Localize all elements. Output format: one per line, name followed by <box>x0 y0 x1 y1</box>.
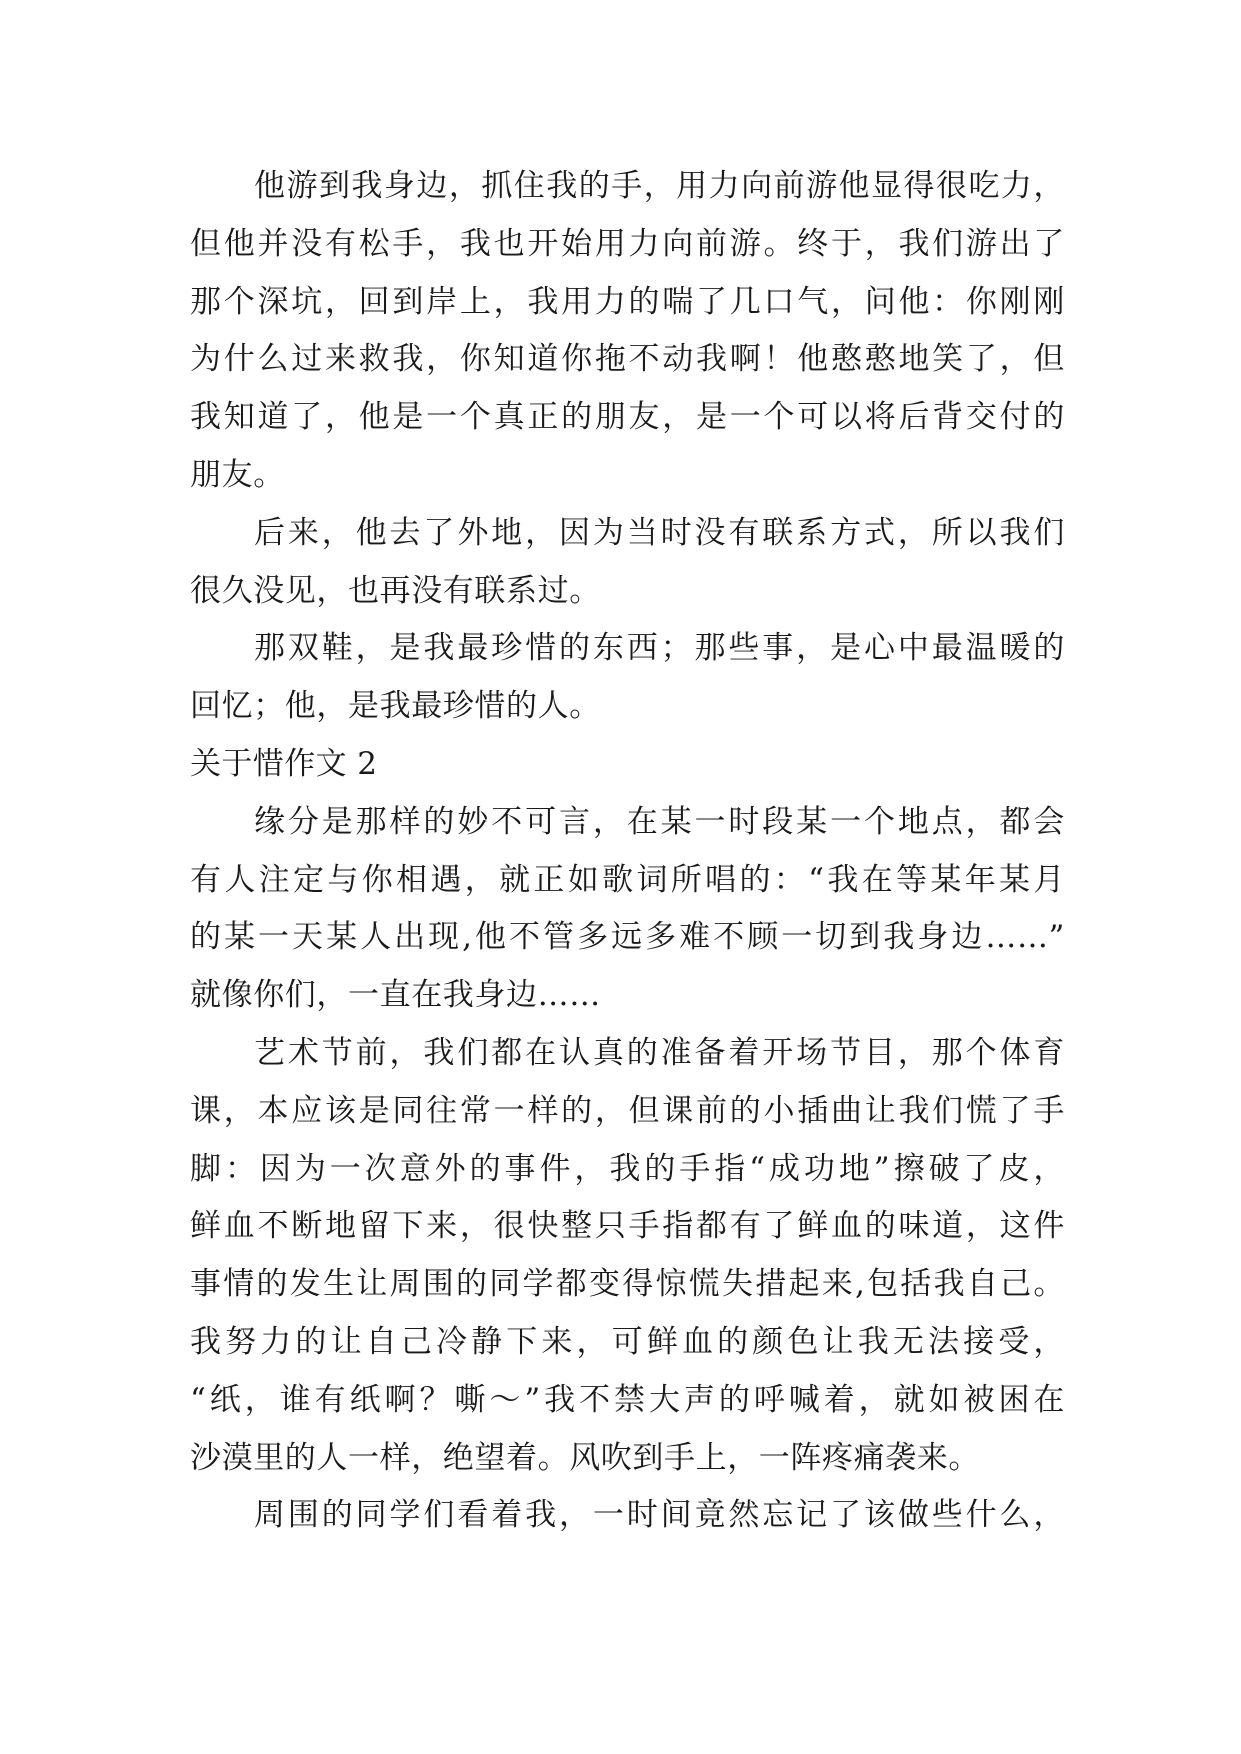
text-line: 缘分是那样的妙不可言，在某一时段某一个地点，都会 <box>254 803 1065 840</box>
text-line: 沙漠里的人一样，绝望着。风吹到手上，一阵疼痛袭来。 <box>190 1439 980 1476</box>
text-line: 就像你们，一直在我身边…… <box>190 977 601 1014</box>
text-line: “纸，谁有纸啊？嘶～”我不禁大声的呼喊着，就如被困在 <box>190 1381 1065 1418</box>
paragraph <box>190 794 1065 1025</box>
text-line: 周围的同学们看着我，一时间竟然忘记了该做些什么， <box>254 1497 1065 1534</box>
text-line: 艺术节前，我们都在认真的准备着开场节目，那个体育 <box>254 1034 1065 1071</box>
paragraph <box>190 505 1065 621</box>
text-line: 我努力的让自己冷静下来，可鲜血的颜色让我无法接受， <box>190 1323 1065 1360</box>
text-line: 那双鞋，是我最珍惜的东西；那些事，是心中最温暖的 <box>254 630 1065 667</box>
text-line: 很久没见，也再没有联系过。 <box>190 572 601 609</box>
text-line: 有人注定与你相遇，就正如歌词所唱的：“我在等某年某月 <box>190 861 1065 898</box>
text-line: 课，本应该是同往常一样的，但课前的小插曲让我们慌了手 <box>190 1092 1065 1129</box>
document-body <box>190 158 1065 1545</box>
text-line: 后来，他去了外地，因为当时没有联系方式，所以我们 <box>254 514 1065 551</box>
section-heading: 关于惜作文 2 <box>190 745 378 782</box>
paragraph <box>190 620 1065 736</box>
text-line: 脚：因为一次意外的事件，我的手指“成功地”擦破了皮， <box>190 1150 1065 1187</box>
text-line: 朋友。 <box>190 456 285 493</box>
text-line: 回忆；他，是我最珍惜的人。 <box>190 688 601 725</box>
text-line: 他游到我身边，抓住我的手，用力向前游他显得很吃力， <box>254 168 1065 204</box>
paragraph <box>190 1487 1065 1545</box>
paragraph <box>190 1025 1065 1487</box>
text-line: 为什么过来救我，你知道你拖不动我啊！他憨憨地笑了，但 <box>190 341 1065 378</box>
text-line: 但他并没有松手，我也开始用力向前游。终于，我们游出了 <box>190 225 1065 262</box>
paragraph <box>190 158 1065 505</box>
text-line: 的某一天某人出现,他不管多远多难不顾一切到我身边……” <box>190 919 1065 956</box>
text-line: 我知道了，他是一个真正的朋友，是一个可以将后背交付的 <box>190 399 1065 436</box>
text-line: 事情的发生让周围的同学都变得惊慌失措起来,包括我自己。 <box>190 1266 1065 1303</box>
text-line: 鲜血不断地留下来，很快整只手指都有了鲜血的味道，这件 <box>190 1208 1065 1245</box>
text-line: 那个深坑，回到岸上，我用力的喘了几口气，问他：你刚刚 <box>190 283 1065 320</box>
